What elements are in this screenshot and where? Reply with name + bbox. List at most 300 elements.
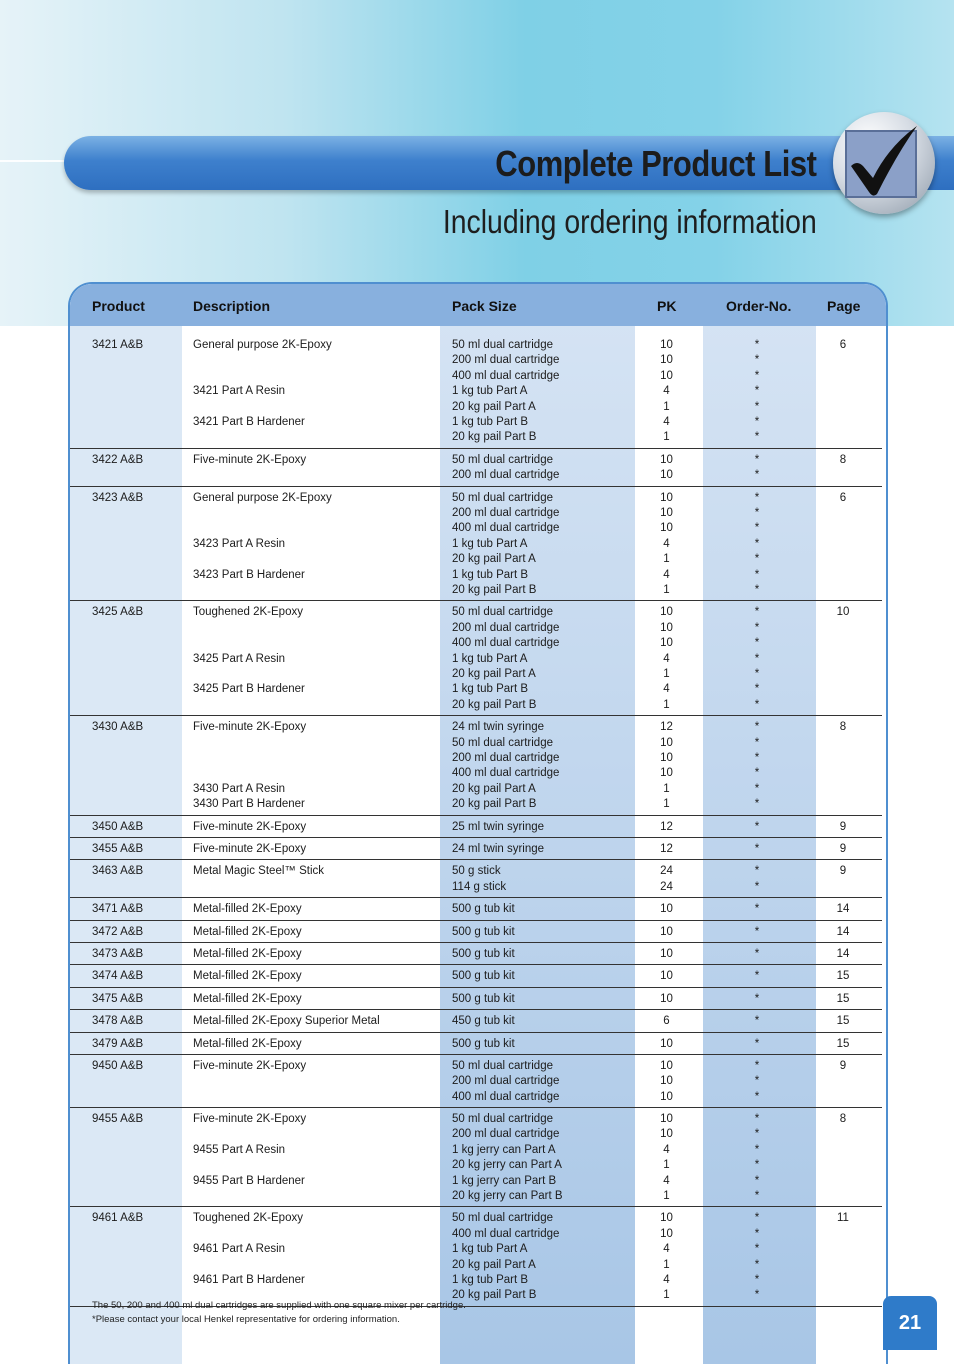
- order-no-cell-line: *: [754, 469, 760, 482]
- page-cell-line: 8: [839, 1113, 847, 1126]
- description-cell-line: Metal-filled 2K-Epoxy: [193, 925, 302, 938]
- page-cell-line: 9: [839, 842, 847, 855]
- description-cell-line: [193, 698, 305, 713]
- order-no-cell: [703, 1014, 811, 1029]
- product-cell-line: 3425 A&B: [92, 606, 144, 619]
- order-no-cell-line: *: [754, 568, 760, 581]
- pack-size-cell: [452, 453, 559, 484]
- pack-size-cell-line: 20 kg pail Part A: [452, 1258, 536, 1271]
- pk-cell: [635, 1112, 698, 1204]
- order-no-cell: [703, 605, 811, 713]
- product-cell-line: 3430 A&B: [92, 721, 144, 734]
- description-cell-line: [193, 766, 306, 781]
- order-no-cell-line: *: [754, 903, 760, 916]
- order-no-cell-line: *: [754, 1113, 760, 1126]
- product-cell: [92, 1037, 143, 1052]
- product-cell-line: 9455 A&B: [92, 1113, 144, 1126]
- pack-size-cell-line: 50 ml dual cartridge: [452, 606, 553, 619]
- pack-size-cell-line: 50 ml dual cartridge: [452, 339, 553, 351]
- pack-size-cell-line: 20 kg pail Part B: [452, 583, 537, 596]
- description-cell: [193, 902, 302, 917]
- page-cell-line: 9: [839, 865, 847, 878]
- pack-size-cell: [452, 1014, 515, 1029]
- description-cell: [193, 925, 302, 940]
- pack-size-cell: [452, 338, 559, 446]
- pack-size-cell: [452, 1037, 515, 1052]
- pk-cell: [635, 864, 698, 895]
- order-no-cell-line: *: [754, 1059, 760, 1072]
- description-cell-line: Metal-filled 2K-Epoxy: [193, 992, 302, 1005]
- pk-cell-line: 10: [660, 637, 673, 650]
- product-cell: [92, 491, 143, 506]
- page-cell-line: 6: [839, 339, 847, 351]
- product-cell-line: 3474 A&B: [92, 970, 144, 983]
- order-no-cell-line: *: [754, 721, 760, 734]
- product-cell: [92, 864, 143, 879]
- description-cell-line: 3421 Part B Hardener: [193, 415, 305, 428]
- pack-size-cell-line: 400 ml dual cartridge: [452, 369, 560, 382]
- table-body: [70, 334, 882, 1307]
- pk-cell-line: 10: [660, 1227, 673, 1240]
- check-badge: [833, 112, 935, 214]
- order-no-cell-line: *: [754, 354, 760, 367]
- page-cell: [816, 969, 870, 984]
- product-cell-line: 3423 A&B: [92, 491, 144, 504]
- pack-size-cell: [452, 842, 544, 857]
- table-row: [70, 1010, 882, 1032]
- pk-cell-line: 1: [663, 1289, 670, 1302]
- pack-size-cell-line: 20 kg pail Part A: [452, 667, 536, 680]
- pack-size-cell-line: 1 kg jerry can Part A: [452, 1143, 556, 1156]
- pk-cell-line: 4: [663, 1243, 670, 1256]
- page-cell: [816, 1211, 870, 1226]
- pk-cell-line: 4: [663, 385, 670, 398]
- description-cell-line: 9461 Part B Hardener: [193, 1274, 305, 1287]
- description-cell-line: General purpose 2K-Epoxy: [193, 339, 332, 351]
- order-no-cell-line: *: [754, 385, 760, 398]
- order-no-cell-line: *: [754, 1128, 760, 1141]
- pack-size-cell-line: 20 kg pail Part B: [452, 431, 537, 444]
- order-no-cell-line: *: [754, 1190, 760, 1203]
- description-cell-line: [193, 468, 306, 483]
- pk-cell: [635, 453, 698, 484]
- description-cell: [193, 605, 305, 713]
- order-no-cell-line: *: [754, 1075, 760, 1088]
- pack-size-cell: [452, 720, 559, 812]
- pk-cell-line: 4: [663, 1274, 670, 1287]
- pk-cell-line: 12: [660, 842, 673, 855]
- pack-size-cell-line: 20 kg jerry can Part A: [452, 1159, 562, 1172]
- order-no-cell-line: *: [754, 736, 760, 749]
- pack-size-cell-line: 20 kg jerry can Part B: [452, 1190, 563, 1203]
- order-no-cell-line: *: [754, 880, 760, 893]
- pk-cell: [635, 902, 698, 917]
- pk-cell: [635, 925, 698, 940]
- description-cell-line: [193, 353, 332, 368]
- description-cell: [193, 947, 302, 962]
- pk-cell-line: 1: [663, 400, 670, 413]
- description-cell-line: Metal-filled 2K-Epoxy Superior Metal: [193, 1015, 380, 1028]
- pk-cell-line: 12: [660, 721, 673, 734]
- page-cell: [816, 842, 870, 857]
- description-cell-line: [193, 667, 305, 682]
- page-number: 21: [883, 1296, 937, 1350]
- pk-cell: [635, 491, 698, 599]
- page-cell-line: 15: [836, 1015, 850, 1028]
- product-cell: [92, 338, 143, 353]
- description-cell-line: [193, 621, 305, 636]
- description-cell-line: Toughened 2K-Epoxy: [193, 606, 303, 619]
- footnote-contact: *Please contact your local Henkel representative for ordering information.: [92, 1314, 400, 1325]
- pk-cell-line: 1: [663, 583, 670, 596]
- pk-cell: [635, 1014, 698, 1029]
- product-cell: [92, 947, 143, 962]
- description-cell-line: 3430 Part A Resin: [193, 782, 286, 795]
- page-cell: [816, 491, 870, 506]
- pk-cell-line: 10: [660, 369, 673, 382]
- page-cell-line: 15: [836, 992, 850, 1005]
- description-cell: [193, 491, 332, 599]
- order-no-cell-line: *: [754, 798, 760, 811]
- pk-cell-line: 4: [663, 1174, 670, 1187]
- table-row: [70, 716, 882, 815]
- description-cell: [193, 1059, 306, 1105]
- order-no-cell-line: *: [754, 1227, 760, 1240]
- order-no-cell: [703, 820, 811, 835]
- description-cell-line: [193, 751, 306, 766]
- page-cell: [816, 1014, 870, 1029]
- pack-size-cell-line: 1 kg tub Part B: [452, 568, 529, 581]
- pack-size-cell-line: 400 ml dual cartridge: [452, 522, 560, 535]
- column-header-page: Page: [827, 298, 861, 314]
- pack-size-cell-line: 200 ml dual cartridge: [452, 621, 560, 634]
- table-row: [70, 1033, 882, 1055]
- table-row: [70, 838, 882, 860]
- pk-cell-line: 1: [663, 782, 670, 795]
- description-cell-line: Metal-filled 2K-Epoxy: [193, 970, 302, 983]
- page-cell: [816, 864, 870, 879]
- column-header-product: Product: [92, 298, 145, 314]
- pack-size-cell: [452, 992, 515, 1007]
- product-cell-line: 9461 A&B: [92, 1212, 144, 1225]
- pk-cell-line: 10: [660, 751, 673, 764]
- pack-size-cell: [452, 902, 515, 917]
- pack-size-cell-line: 25 ml twin syringe: [452, 820, 545, 833]
- order-no-cell-line: *: [754, 1143, 760, 1156]
- description-cell-line: Five-minute 2K-Epoxy: [193, 820, 307, 833]
- order-no-cell-line: *: [754, 1174, 760, 1187]
- page-cell-line: 15: [836, 970, 850, 983]
- pack-size-cell-line: 400 ml dual cartridge: [452, 1227, 560, 1240]
- pk-cell-line: 4: [663, 415, 670, 428]
- product-cell-line: 3475 A&B: [92, 992, 144, 1005]
- table-row: [70, 921, 882, 943]
- pk-cell-line: 10: [660, 621, 673, 634]
- order-no-cell-line: *: [754, 947, 760, 960]
- order-no-cell-line: *: [754, 865, 760, 878]
- order-no-cell-line: *: [754, 842, 760, 855]
- order-no-cell: [703, 842, 811, 857]
- pk-cell-line: 10: [660, 992, 673, 1005]
- pack-size-cell: [452, 820, 544, 835]
- order-no-cell: [703, 491, 811, 599]
- order-no-cell: [703, 864, 811, 895]
- pack-size-cell: [452, 1059, 559, 1105]
- order-no-cell-line: *: [754, 1015, 760, 1028]
- description-cell: [193, 820, 306, 835]
- pk-cell-line: 10: [660, 606, 673, 619]
- pk-cell-line: 1: [663, 553, 670, 566]
- column-header-pk: PK: [657, 298, 677, 314]
- column-header-order-no: Order-No.: [726, 298, 792, 314]
- description-cell-line: [193, 369, 332, 384]
- product-cell: [92, 969, 143, 984]
- pk-cell-line: 10: [660, 1075, 673, 1088]
- order-no-cell: [703, 947, 811, 962]
- table-row: [70, 898, 882, 920]
- page-cell: [816, 902, 870, 917]
- pk-cell-line: 1: [663, 1159, 670, 1172]
- pack-size-cell-line: 50 ml dual cartridge: [452, 453, 553, 466]
- order-no-cell: [703, 902, 811, 917]
- order-no-cell: [703, 338, 811, 446]
- decorative-line: [0, 160, 70, 162]
- pk-cell-line: 10: [660, 491, 673, 504]
- product-cell: [92, 720, 143, 735]
- pk-cell-line: 10: [660, 1059, 673, 1072]
- page-cell: [816, 1112, 870, 1127]
- pk-cell: [635, 605, 698, 713]
- page-cell-line: 8: [839, 721, 847, 734]
- order-no-cell: [703, 720, 811, 812]
- order-no-cell-line: *: [754, 1258, 760, 1271]
- description-cell: [193, 969, 302, 984]
- product-cell-line: 3473 A&B: [92, 947, 144, 960]
- table-row: [70, 816, 882, 838]
- order-no-cell-line: *: [754, 925, 760, 938]
- description-cell: [193, 453, 306, 484]
- order-no-cell-line: *: [754, 1159, 760, 1172]
- table-row: [70, 988, 882, 1010]
- order-no-cell-line: *: [754, 453, 760, 466]
- product-cell: [92, 605, 143, 620]
- pack-size-cell-line: 24 ml twin syringe: [452, 842, 545, 855]
- description-cell-line: [193, 1158, 306, 1173]
- description-cell-line: [193, 506, 332, 521]
- description-cell-line: [193, 1189, 306, 1204]
- pk-cell-line: 12: [660, 820, 673, 833]
- pk-cell: [635, 842, 698, 857]
- pk-cell-line: 10: [660, 736, 673, 749]
- description-cell-line: 3430 Part B Hardener: [193, 798, 305, 811]
- pack-size-cell: [452, 864, 506, 895]
- pack-size-cell-line: 114 g stick: [452, 880, 507, 893]
- product-cell: [92, 992, 143, 1007]
- product-table: [68, 282, 888, 1364]
- description-cell-line: Five-minute 2K-Epoxy: [193, 842, 307, 855]
- product-cell-line: 3478 A&B: [92, 1015, 144, 1028]
- pk-cell-line: 4: [663, 1143, 670, 1156]
- table-row: [70, 1055, 882, 1108]
- product-cell: [92, 902, 143, 917]
- footnotes: [92, 1299, 466, 1327]
- order-no-cell-line: *: [754, 400, 760, 413]
- pk-cell: [635, 969, 698, 984]
- order-no-cell-line: *: [754, 553, 760, 566]
- description-cell: [193, 338, 332, 446]
- page-cell-line: 11: [837, 1212, 849, 1225]
- pack-size-cell-line: 50 ml dual cartridge: [452, 1212, 553, 1225]
- description-cell-line: [193, 1258, 305, 1273]
- pk-cell-line: 10: [660, 925, 673, 938]
- page-cell: [816, 453, 870, 468]
- description-cell-line: [193, 1090, 306, 1105]
- table-row: [70, 487, 882, 602]
- pk-cell-line: 4: [663, 568, 670, 581]
- order-no-cell: [703, 1037, 811, 1052]
- pk-cell-line: 10: [660, 1128, 673, 1141]
- order-no-cell-line: *: [754, 820, 760, 833]
- order-no-cell-line: *: [754, 1289, 760, 1302]
- table-row: [70, 449, 882, 487]
- order-no-cell-line: *: [754, 583, 760, 596]
- page-cell: [816, 947, 870, 962]
- table-row: [70, 860, 882, 898]
- page-subtitle: Including ordering information: [443, 203, 817, 240]
- pk-cell: [635, 820, 698, 835]
- pk-cell-line: 1: [663, 698, 670, 711]
- order-no-cell-line: *: [754, 491, 760, 504]
- description-cell-line: 3423 Part A Resin: [193, 537, 286, 550]
- order-no-cell-line: *: [754, 506, 760, 519]
- pk-cell-line: 10: [660, 1212, 673, 1225]
- description-cell-line: 3423 Part B Hardener: [193, 568, 305, 581]
- pk-cell-line: 24: [660, 865, 673, 878]
- description-cell: [193, 864, 324, 895]
- product-cell-line: 3472 A&B: [92, 925, 144, 938]
- order-no-cell: [703, 992, 811, 1007]
- pk-cell: [635, 947, 698, 962]
- description-cell-line: 3425 Part A Resin: [193, 652, 286, 665]
- order-no-cell-line: *: [754, 369, 760, 382]
- product-cell-line: 3471 A&B: [92, 903, 144, 916]
- order-no-cell-line: *: [754, 537, 760, 550]
- pack-size-cell: [452, 1211, 559, 1303]
- description-cell-line: [193, 583, 332, 598]
- pk-cell-line: 1: [663, 1258, 670, 1271]
- description-cell: [193, 1112, 306, 1204]
- page-cell: [816, 992, 870, 1007]
- order-no-cell-line: *: [754, 1212, 760, 1225]
- pack-size-cell-line: 1 kg tub Part A: [452, 652, 528, 665]
- description-cell: [193, 842, 306, 857]
- order-no-cell-line: *: [754, 767, 760, 780]
- page-cell: [816, 338, 870, 353]
- pk-cell-line: 10: [660, 1090, 673, 1103]
- product-cell-line: 3421 A&B: [92, 339, 144, 351]
- pack-size-cell: [452, 969, 515, 984]
- footnote-mixer: The 50, 200 and 400 ml dual cartridges are supplied with one square mixer per cartridge.: [92, 1300, 466, 1311]
- pack-size-cell: [452, 605, 559, 713]
- product-cell: [92, 925, 143, 940]
- pack-size-cell-line: 20 kg pail Part B: [452, 1289, 537, 1302]
- description-cell-line: 9455 Part A Resin: [193, 1143, 286, 1156]
- page-cell: [816, 1037, 870, 1052]
- order-no-cell-line: *: [754, 992, 760, 1005]
- product-cell-line: 9450 A&B: [92, 1059, 144, 1072]
- order-no-cell-line: *: [754, 606, 760, 619]
- description-cell: [193, 1211, 305, 1303]
- page-cell-line: 14: [836, 947, 850, 960]
- description-cell-line: 9461 Part A Resin: [193, 1243, 286, 1256]
- pack-size-cell-line: 500 g tub kit: [452, 903, 515, 916]
- table-row: [70, 601, 882, 716]
- page-cell-line: 6: [839, 491, 847, 504]
- description-cell-line: Metal-filled 2K-Epoxy: [193, 947, 302, 960]
- table-row: [70, 965, 882, 987]
- order-no-cell-line: *: [754, 522, 760, 535]
- page-title: Complete Product List: [495, 143, 817, 184]
- description-cell-line: [193, 736, 306, 751]
- pack-size-cell-line: 1 kg tub Part A: [452, 385, 528, 398]
- pk-cell-line: 10: [660, 970, 673, 983]
- page-cell: [816, 820, 870, 835]
- pk-cell-line: 10: [660, 903, 673, 916]
- order-no-cell-line: *: [754, 637, 760, 650]
- description-cell-line: Five-minute 2K-Epoxy: [193, 721, 307, 734]
- pk-cell: [635, 1037, 698, 1052]
- page-cell-line: 8: [839, 453, 847, 466]
- pack-size-cell-line: 20 kg pail Part A: [452, 553, 536, 566]
- pack-size-cell-line: 500 g tub kit: [452, 947, 515, 960]
- pack-size-cell-line: 1 kg tub Part B: [452, 415, 529, 428]
- pk-cell-line: 24: [660, 880, 673, 893]
- pack-size-cell-line: 20 kg pail Part B: [452, 698, 537, 711]
- page-cell-line: 14: [836, 903, 850, 916]
- description-cell-line: Metal-filled 2K-Epoxy: [193, 1037, 302, 1050]
- description-cell: [193, 1037, 302, 1052]
- product-cell-line: 3455 A&B: [92, 842, 144, 855]
- order-no-cell: [703, 1059, 811, 1105]
- pack-size-cell-line: 50 g stick: [452, 865, 501, 878]
- pack-size-cell-line: 500 g tub kit: [452, 970, 515, 983]
- pk-cell: [635, 338, 698, 446]
- description-cell-line: 3425 Part B Hardener: [193, 683, 305, 696]
- order-no-cell-line: *: [754, 970, 760, 983]
- pack-size-cell-line: 200 ml dual cartridge: [452, 751, 560, 764]
- pack-size-cell-line: 500 g tub kit: [452, 1037, 515, 1050]
- order-no-cell: [703, 925, 811, 940]
- pk-cell-line: 10: [660, 453, 673, 466]
- pack-size-cell-line: 400 ml dual cartridge: [452, 767, 560, 780]
- description-cell-line: Metal Magic Steel™ Stick: [193, 865, 325, 878]
- pk-cell: [635, 992, 698, 1007]
- pack-size-cell-line: 200 ml dual cartridge: [452, 469, 560, 482]
- product-cell: [92, 1112, 143, 1127]
- description-cell-line: 3421 Part A Resin: [193, 385, 286, 398]
- page-cell: [816, 925, 870, 940]
- pk-cell-line: 10: [660, 354, 673, 367]
- pack-size-cell-line: 200 ml dual cartridge: [452, 506, 560, 519]
- page-cell-line: 10: [836, 606, 850, 619]
- pk-cell-line: 10: [660, 469, 673, 482]
- description-cell-line: Five-minute 2K-Epoxy: [193, 1059, 307, 1072]
- pack-size-cell-line: 50 ml dual cartridge: [452, 736, 553, 749]
- description-cell-line: Toughened 2K-Epoxy: [193, 1212, 303, 1225]
- pack-size-cell-line: 400 ml dual cartridge: [452, 637, 560, 650]
- pack-size-cell-line: 500 g tub kit: [452, 992, 515, 1005]
- pk-cell-line: 4: [663, 683, 670, 696]
